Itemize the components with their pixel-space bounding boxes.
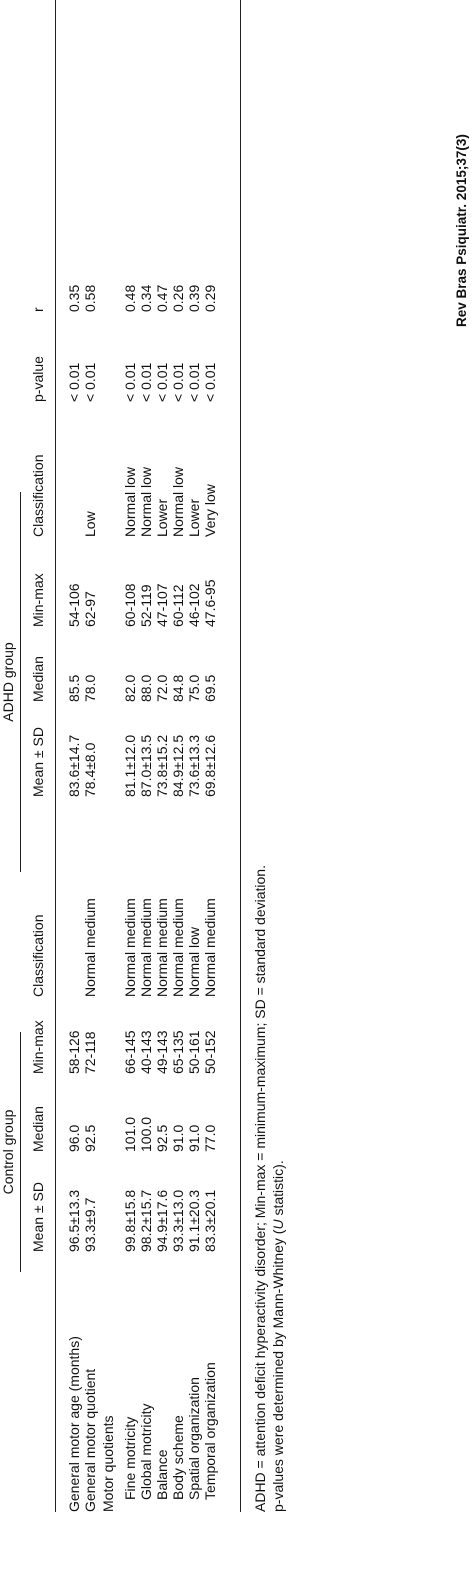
table-cell: 83.6±14.7 xyxy=(66,734,82,797)
table-note-abbreviations: ADHD = attention deficit hyperactivity disorder; Min-max = minimum-maximum; SD = standard deviation. xyxy=(252,865,268,1512)
table-cell: Normal low xyxy=(122,466,138,537)
table-cell: 69.8±12.6 xyxy=(202,734,218,797)
table-cell: Very low xyxy=(202,484,218,537)
table-bottom-rule xyxy=(240,0,241,1512)
row-label: General motor age (months) xyxy=(66,1336,82,1512)
table-cell: 0.35 xyxy=(66,284,82,312)
table-cell: 52-119 xyxy=(138,584,154,627)
table-cell: 91.1±20.3 xyxy=(186,1189,202,1252)
table-cell: 58-126 xyxy=(66,1030,82,1074)
table-cell: 77.0 xyxy=(202,1124,218,1152)
control-group-header: Control group xyxy=(0,1109,16,1195)
column-header: Mean ± SD xyxy=(30,1182,46,1252)
row-label: Balance xyxy=(154,1449,170,1500)
table-cell: 84.8 xyxy=(170,674,186,702)
table-cell: 92.5 xyxy=(82,1124,98,1152)
column-header: Min-max xyxy=(30,573,46,627)
column-header: Classification xyxy=(30,454,46,537)
table-cell: 92.5 xyxy=(154,1124,170,1152)
table-cell: 73.8±15.2 xyxy=(154,734,170,797)
table-cell: 60-108 xyxy=(122,583,138,627)
table-cell: 87.0±13.5 xyxy=(138,734,154,797)
column-header: Classification xyxy=(30,914,46,997)
table-cell: 0.34 xyxy=(138,284,154,312)
table-cell: 94.9±17.6 xyxy=(154,1189,170,1252)
table-cell: 88.0 xyxy=(138,674,154,702)
control-group-rule xyxy=(20,1032,21,1272)
table-cell: Normal medium xyxy=(202,898,218,997)
table-cell: 100.0 xyxy=(138,1116,154,1152)
table-cell: Normal low xyxy=(186,926,202,997)
table-cell: 91.0 xyxy=(186,1124,202,1152)
row-label: Spatial organization xyxy=(186,1377,202,1500)
table-cell: 91.0 xyxy=(170,1124,186,1152)
table-cell: Low xyxy=(82,511,98,537)
table-cell: 0.29 xyxy=(202,284,218,312)
table-cell: 93.3±9.7 xyxy=(82,1197,98,1252)
adhd-group-header: ADHD group xyxy=(0,642,16,722)
table-cell: 96.5±13.3 xyxy=(66,1189,82,1252)
table-cell: 47-107 xyxy=(154,583,170,627)
table-cell: 0.48 xyxy=(122,284,138,312)
table-cell: 98.2±15.7 xyxy=(138,1189,154,1252)
table-cell: 49-143 xyxy=(154,1030,170,1074)
table-cell: 66-145 xyxy=(122,1030,138,1074)
table-cell: 46-102 xyxy=(186,583,202,627)
column-header: r xyxy=(30,307,46,312)
table-cell: 96.0 xyxy=(66,1124,82,1152)
row-label: Temporal organization xyxy=(202,1362,218,1500)
table-cell: 72-118 xyxy=(82,1031,98,1074)
table-cell: Lower xyxy=(154,498,170,537)
table-cell: 50-152 xyxy=(202,1030,218,1074)
table-cell: Normal medium xyxy=(138,898,154,997)
table-cell: < 0.01 xyxy=(170,362,186,402)
column-header: Mean ± SD xyxy=(30,727,46,797)
table-cell: 47.6-95 xyxy=(202,579,218,627)
header-bottom-rule xyxy=(55,0,56,1512)
table-cell: 62-97 xyxy=(82,591,98,627)
table-cell: < 0.01 xyxy=(186,362,202,402)
table-cell: < 0.01 xyxy=(122,362,138,402)
table-cell: 82.0 xyxy=(122,674,138,702)
table-cell: 99.8±15.8 xyxy=(122,1189,138,1252)
table-cell: Normal medium xyxy=(170,898,186,997)
table-cell: < 0.01 xyxy=(66,362,82,402)
table-cell: 101.0 xyxy=(122,1116,138,1152)
table-cell: 40-143 xyxy=(138,1030,154,1074)
table-cell: 75.0 xyxy=(186,674,202,702)
table-cell: Normal medium xyxy=(82,898,98,997)
table-cell: < 0.01 xyxy=(202,362,218,402)
row-label: Global motricity xyxy=(138,1403,154,1500)
table-cell: 69.5 xyxy=(202,674,218,702)
table-cell: 93.3±13.0 xyxy=(170,1189,186,1252)
column-header: Min-max xyxy=(30,1020,46,1074)
table-cell: 81.1±12.0 xyxy=(122,734,138,797)
table-cell: 65-135 xyxy=(170,1030,186,1074)
table-cell: < 0.01 xyxy=(154,362,170,402)
table-cell: < 0.01 xyxy=(82,362,98,402)
row-label: General motor quotient xyxy=(82,1368,98,1512)
table-cell: 50-161 xyxy=(186,1030,202,1074)
table-note-pvalues: p-values were determined by Mann-Whitney (U statistic). xyxy=(270,1160,286,1512)
table-cell: 85.5 xyxy=(66,674,82,702)
table-cell: 72.0 xyxy=(154,674,170,702)
row-label: Motor quotients xyxy=(100,1415,116,1512)
table-cell: 78.4±8.0 xyxy=(82,742,98,797)
row-label: Fine motricity xyxy=(122,1416,138,1500)
table-cell: 0.58 xyxy=(82,284,98,312)
table-cell: 60-112 xyxy=(170,584,186,627)
table-cell: 0.47 xyxy=(154,284,170,312)
table-cell: < 0.01 xyxy=(138,362,154,402)
row-label: Body scheme xyxy=(170,1415,186,1500)
table-cell: 0.26 xyxy=(170,284,186,312)
table-cell: 73.6±13.3 xyxy=(186,734,202,797)
table-cell: 54-106 xyxy=(66,583,82,627)
table-cell: 84.9±12.5 xyxy=(170,734,186,797)
column-header: Median xyxy=(30,1106,46,1152)
table-cell: Normal medium xyxy=(122,898,138,997)
table-cell: 78.0 xyxy=(82,674,98,702)
column-header: p-value xyxy=(30,356,46,402)
column-header: Median xyxy=(30,656,46,702)
journal-footer: Rev Bras Psiquiatr. 2015;37(3) xyxy=(454,134,469,327)
table-cell: Lower xyxy=(186,498,202,537)
table-cell: 0.39 xyxy=(186,284,202,312)
table-cell: Normal medium xyxy=(154,898,170,997)
table-cell: Normal low xyxy=(170,466,186,537)
table-cell: 83.3±20.1 xyxy=(202,1189,218,1252)
table-cell: Normal low xyxy=(138,466,154,537)
adhd-group-rule xyxy=(20,492,21,872)
